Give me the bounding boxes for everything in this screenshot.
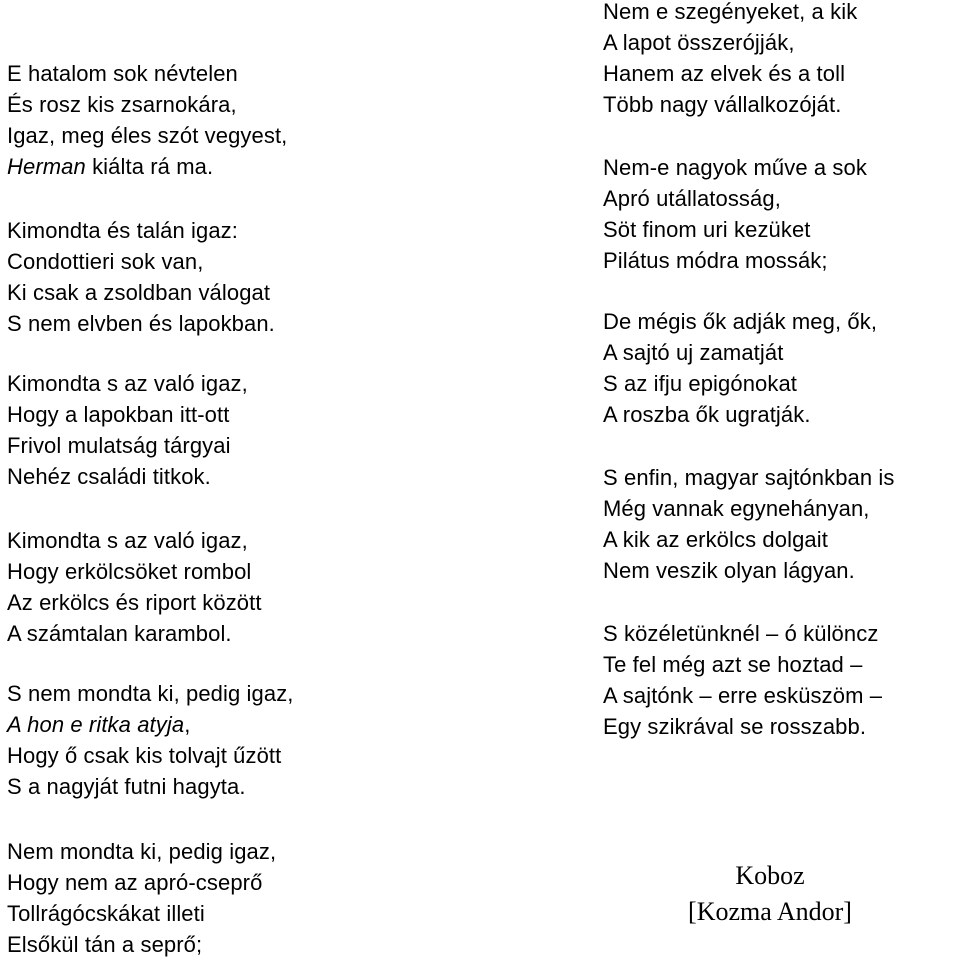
poem-line: [603, 555, 895, 586]
line-text: kiálta rá ma.: [85, 154, 214, 179]
poem-line: [603, 462, 895, 493]
poem-line: [603, 183, 867, 214]
line-text: Apró utállatosság,: [603, 186, 781, 211]
poem-line: [603, 524, 895, 555]
line-text: Több nagy vállalkozóját.: [603, 92, 842, 117]
stanza: [7, 368, 248, 492]
line-text: Egy szikrával se rosszabb.: [603, 714, 867, 739]
poem-line: [7, 898, 276, 929]
poem-line: [603, 58, 857, 89]
poem-line: [7, 215, 275, 246]
signature-real-name: [Kozma Andor]: [688, 897, 852, 926]
line-text: Söt finom uri kezüket: [603, 217, 811, 242]
line-text: És rosz kis zsarnokára,: [7, 92, 237, 117]
stanza: [603, 462, 895, 586]
line-text: S nem mondta ki, pedig igaz,: [7, 681, 294, 706]
line-text: Igaz, meg éles szót vegyest,: [7, 123, 288, 148]
poem-line: [603, 493, 895, 524]
poem-line: [7, 277, 275, 308]
poem-line: [7, 246, 275, 277]
poem-line: [7, 929, 276, 960]
poem-line: [603, 711, 882, 742]
line-text: Te fel még azt se hoztad –: [603, 652, 863, 677]
poem-line: [7, 58, 287, 89]
poem-line: [7, 836, 276, 867]
signature: [655, 858, 885, 930]
poem-line: [603, 27, 857, 58]
stanza: [603, 306, 877, 430]
line-text: Condottieri sok van,: [7, 249, 204, 274]
poem-line: [7, 740, 294, 771]
line-text: Hogy erkölcsöket rombol: [7, 559, 252, 584]
line-text: A számtalan karambol.: [7, 621, 232, 646]
line-text: Kimondta s az való igaz,: [7, 528, 248, 553]
stanza: [603, 0, 857, 120]
line-text: S a nagyját futni hagyta.: [7, 774, 246, 799]
italic-text: A hon e ritka atyja: [7, 712, 185, 737]
poem-line: [603, 152, 867, 183]
line-text: Nem veszik olyan lágyan.: [603, 558, 855, 583]
line-text: S enfin, magyar sajtónkban is: [603, 465, 895, 490]
poem-line: [7, 399, 248, 430]
poem-line: [7, 867, 276, 898]
poem-line: [7, 525, 262, 556]
line-text: Kimondta s az való igaz,: [7, 371, 248, 396]
poem-line: [7, 461, 248, 492]
line-text: A roszba ők ugratják.: [603, 402, 811, 427]
line-text: Pilátus módra mossák;: [603, 248, 828, 273]
poem-line: [603, 89, 857, 120]
line-text: Ki csak a zsoldban válogat: [7, 280, 271, 305]
poem-line: [603, 649, 882, 680]
line-text: Frivol mulatság tárgyai: [7, 433, 231, 458]
poem-line: [7, 151, 287, 182]
poem-line: [7, 430, 248, 461]
line-text: E hatalom sok névtelen: [7, 61, 238, 86]
poem-line: [603, 337, 877, 368]
poem-line: [7, 89, 287, 120]
poem-line: [7, 556, 262, 587]
line-text: A lapot összerójják,: [603, 30, 795, 55]
line-text: De mégis ők adják meg, ők,: [603, 309, 878, 334]
line-text: Hogy nem az apró-cseprő: [7, 870, 263, 895]
poem-line: [7, 771, 294, 802]
line-text: Tollrágócskákat illeti: [7, 901, 205, 926]
line-text: Nem-e nagyok műve a sok: [603, 155, 867, 180]
line-text: Hogy a lapokban itt-ott: [7, 402, 230, 427]
stanza: [603, 618, 882, 742]
poem-line: [603, 618, 882, 649]
line-text: S közéletünknél – ó különcz: [603, 621, 879, 646]
line-text: ,: [184, 712, 191, 737]
poem-line: [7, 587, 262, 618]
line-text: Nem mondta ki, pedig igaz,: [7, 839, 277, 864]
line-text: Az erkölcs és riport között: [7, 590, 262, 615]
poem-line: [7, 120, 287, 151]
poem-line: [7, 709, 294, 740]
line-text: A sajtónk – erre esküszöm –: [603, 683, 883, 708]
poem-line: [7, 368, 248, 399]
line-text: A sajtó uj zamatját: [603, 340, 784, 365]
line-text: S nem elvben és lapokban.: [7, 311, 275, 336]
line-text: Kimondta és talán igaz:: [7, 218, 238, 243]
poem-line: [603, 245, 867, 276]
stanza: [7, 525, 262, 649]
poem-line: [7, 308, 275, 339]
poem-line: [603, 0, 857, 27]
poem-line: [603, 306, 877, 337]
poem-line: [7, 678, 294, 709]
stanza: [603, 152, 867, 276]
poem-line: [603, 368, 877, 399]
poem-line: [7, 618, 262, 649]
line-text: A kik az erkölcs dolgait: [603, 527, 828, 552]
line-text: Nehéz családi titkok.: [7, 464, 211, 489]
poem-line: [603, 214, 867, 245]
line-text: Még vannak egynehányan,: [603, 496, 870, 521]
signature-pen-name: Koboz: [735, 861, 805, 890]
line-text: Hanem az elvek és a toll: [603, 61, 846, 86]
line-text: Elsőkül tán a seprő;: [7, 932, 203, 957]
italic-text: Herman: [7, 154, 86, 179]
stanza: [7, 58, 287, 182]
stanza: [7, 215, 275, 339]
poem-line: [603, 680, 882, 711]
poem-line: [603, 399, 877, 430]
stanza: [7, 836, 276, 960]
line-text: S az ifju epigónokat: [603, 371, 798, 396]
stanza: [7, 678, 294, 802]
line-text: Hogy ő csak kis tolvajt űzött: [7, 743, 282, 768]
line-text: Nem e szegényeket, a kik: [603, 0, 858, 24]
